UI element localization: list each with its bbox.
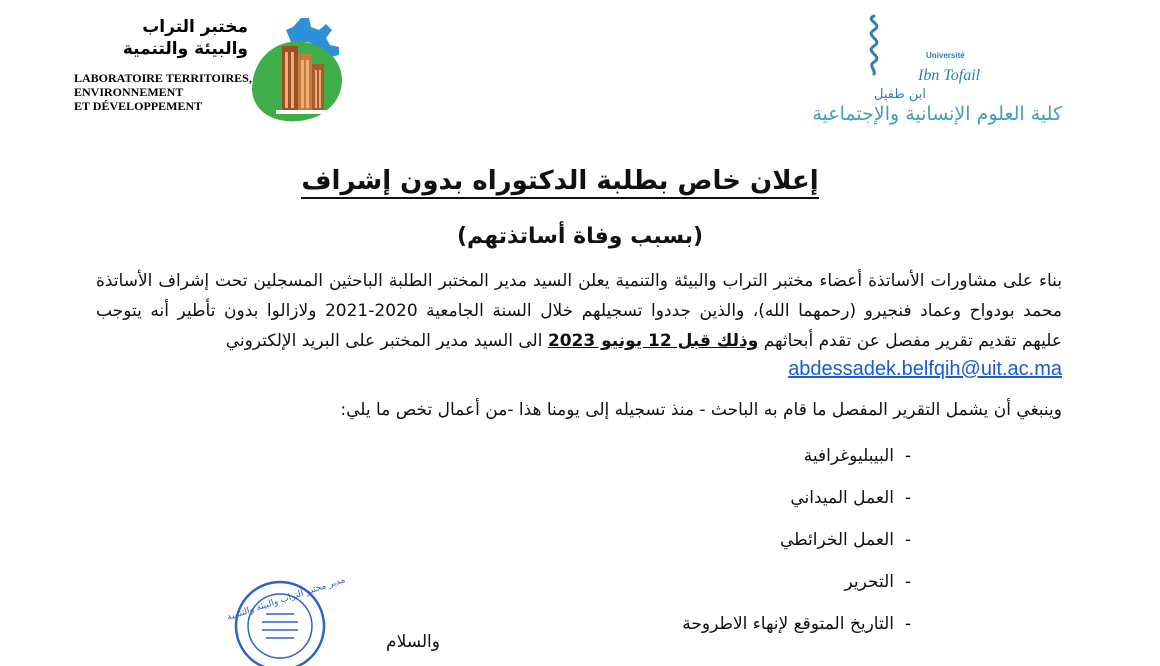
- body-line-3-end: الى السيد مدير المختبر على البريد الإلكتروني: [225, 331, 543, 351]
- faculty-name: كلية العلوم الإنسانية والإجتماعية: [812, 103, 1062, 125]
- university-logo: [860, 10, 980, 112]
- signature-stamp: [110, 575, 347, 656]
- list-item-text: التاريخ المتوقع لإنهاء الاطروحة: [682, 614, 894, 634]
- lab-name-ar-line2: والبيئة والتنمية: [122, 39, 248, 59]
- lab-name-arabic: [70, 16, 248, 60]
- university-name-fr: Ibn Tofail: [918, 67, 981, 84]
- report-items-list: [500, 442, 922, 652]
- lab-name-fr-line1: LABORATOIRE TERRITOIRES,: [74, 71, 252, 85]
- list-item-text: العمل الميداني: [790, 488, 894, 508]
- list-item-text: البيبليوغرافية: [803, 446, 894, 466]
- lab-logo: [246, 12, 356, 124]
- lab-name-ar-line1: مختبر التراب: [142, 17, 248, 37]
- lab-name-fr-line2: ENVIRONNEMENT: [74, 85, 184, 99]
- email-link[interactable]: abdessadek.belfqih@uit.ac.ma: [788, 358, 1062, 380]
- announcement-subtitle: (بسبب وفاة أساتذتهم): [456, 224, 704, 249]
- body-line-3-start: عليهم تقديم تقرير مفصل عن تقدم أبحاثهم: [763, 331, 1062, 351]
- deadline: وذلك قبل 12 يونيو 2023: [547, 331, 759, 351]
- list-item: -التحرير: [844, 572, 912, 592]
- university-label: Université: [926, 51, 965, 60]
- announcement-title-text: إعلان خاص بطلبة الدكتوراه بدون إشراف: [301, 166, 818, 199]
- list-item-text: التحرير: [844, 572, 894, 592]
- lab-name-french: [74, 71, 254, 113]
- body-line-1: بناء على مشاورات الأساتذة أعضاء مختبر التراب والبيئة والتنمية يعلن السيد مدير المختبر الطلبة الباحثين المسجلين تحت إشراف الأساتذة: [96, 271, 1062, 291]
- body-line-3: [96, 326, 1062, 356]
- report-intro: وينبغي أن يشمل التقرير المفصل ما قام به الباحث - منذ تسجيله إلى يومنا هذا -من أعمال تخص ما يلي:: [340, 400, 1062, 420]
- list-item: -العمل الميداني: [790, 488, 912, 508]
- lab-name-fr-line3: ET DÉVELOPPEMENT: [74, 99, 203, 113]
- list-item: -العمل الخرائطي: [779, 530, 912, 550]
- body-line-2: محمد بودواح وعماد فنجيرو (رحمهما الله)، والذين جددوا تسجيلهم خلال السنة الجامعية 2020-2021 ولازالوا بدون تأطير أنه يتوجب: [96, 301, 1062, 321]
- closing-text: والسلام: [386, 632, 440, 652]
- wave-ornament-icon: [871, 16, 877, 74]
- announcement-title: [300, 166, 820, 196]
- list-item-text: العمل الخرائطي: [779, 530, 894, 550]
- list-item: -البيبليوغرافية: [803, 446, 912, 466]
- list-item: -التاريخ المتوقع لإنهاء الاطروحة: [682, 614, 912, 634]
- university-name-ar: ابن طفيل: [874, 87, 926, 102]
- signature-text: مدير مختبر التراب والبيئة والتنمية: [225, 575, 347, 623]
